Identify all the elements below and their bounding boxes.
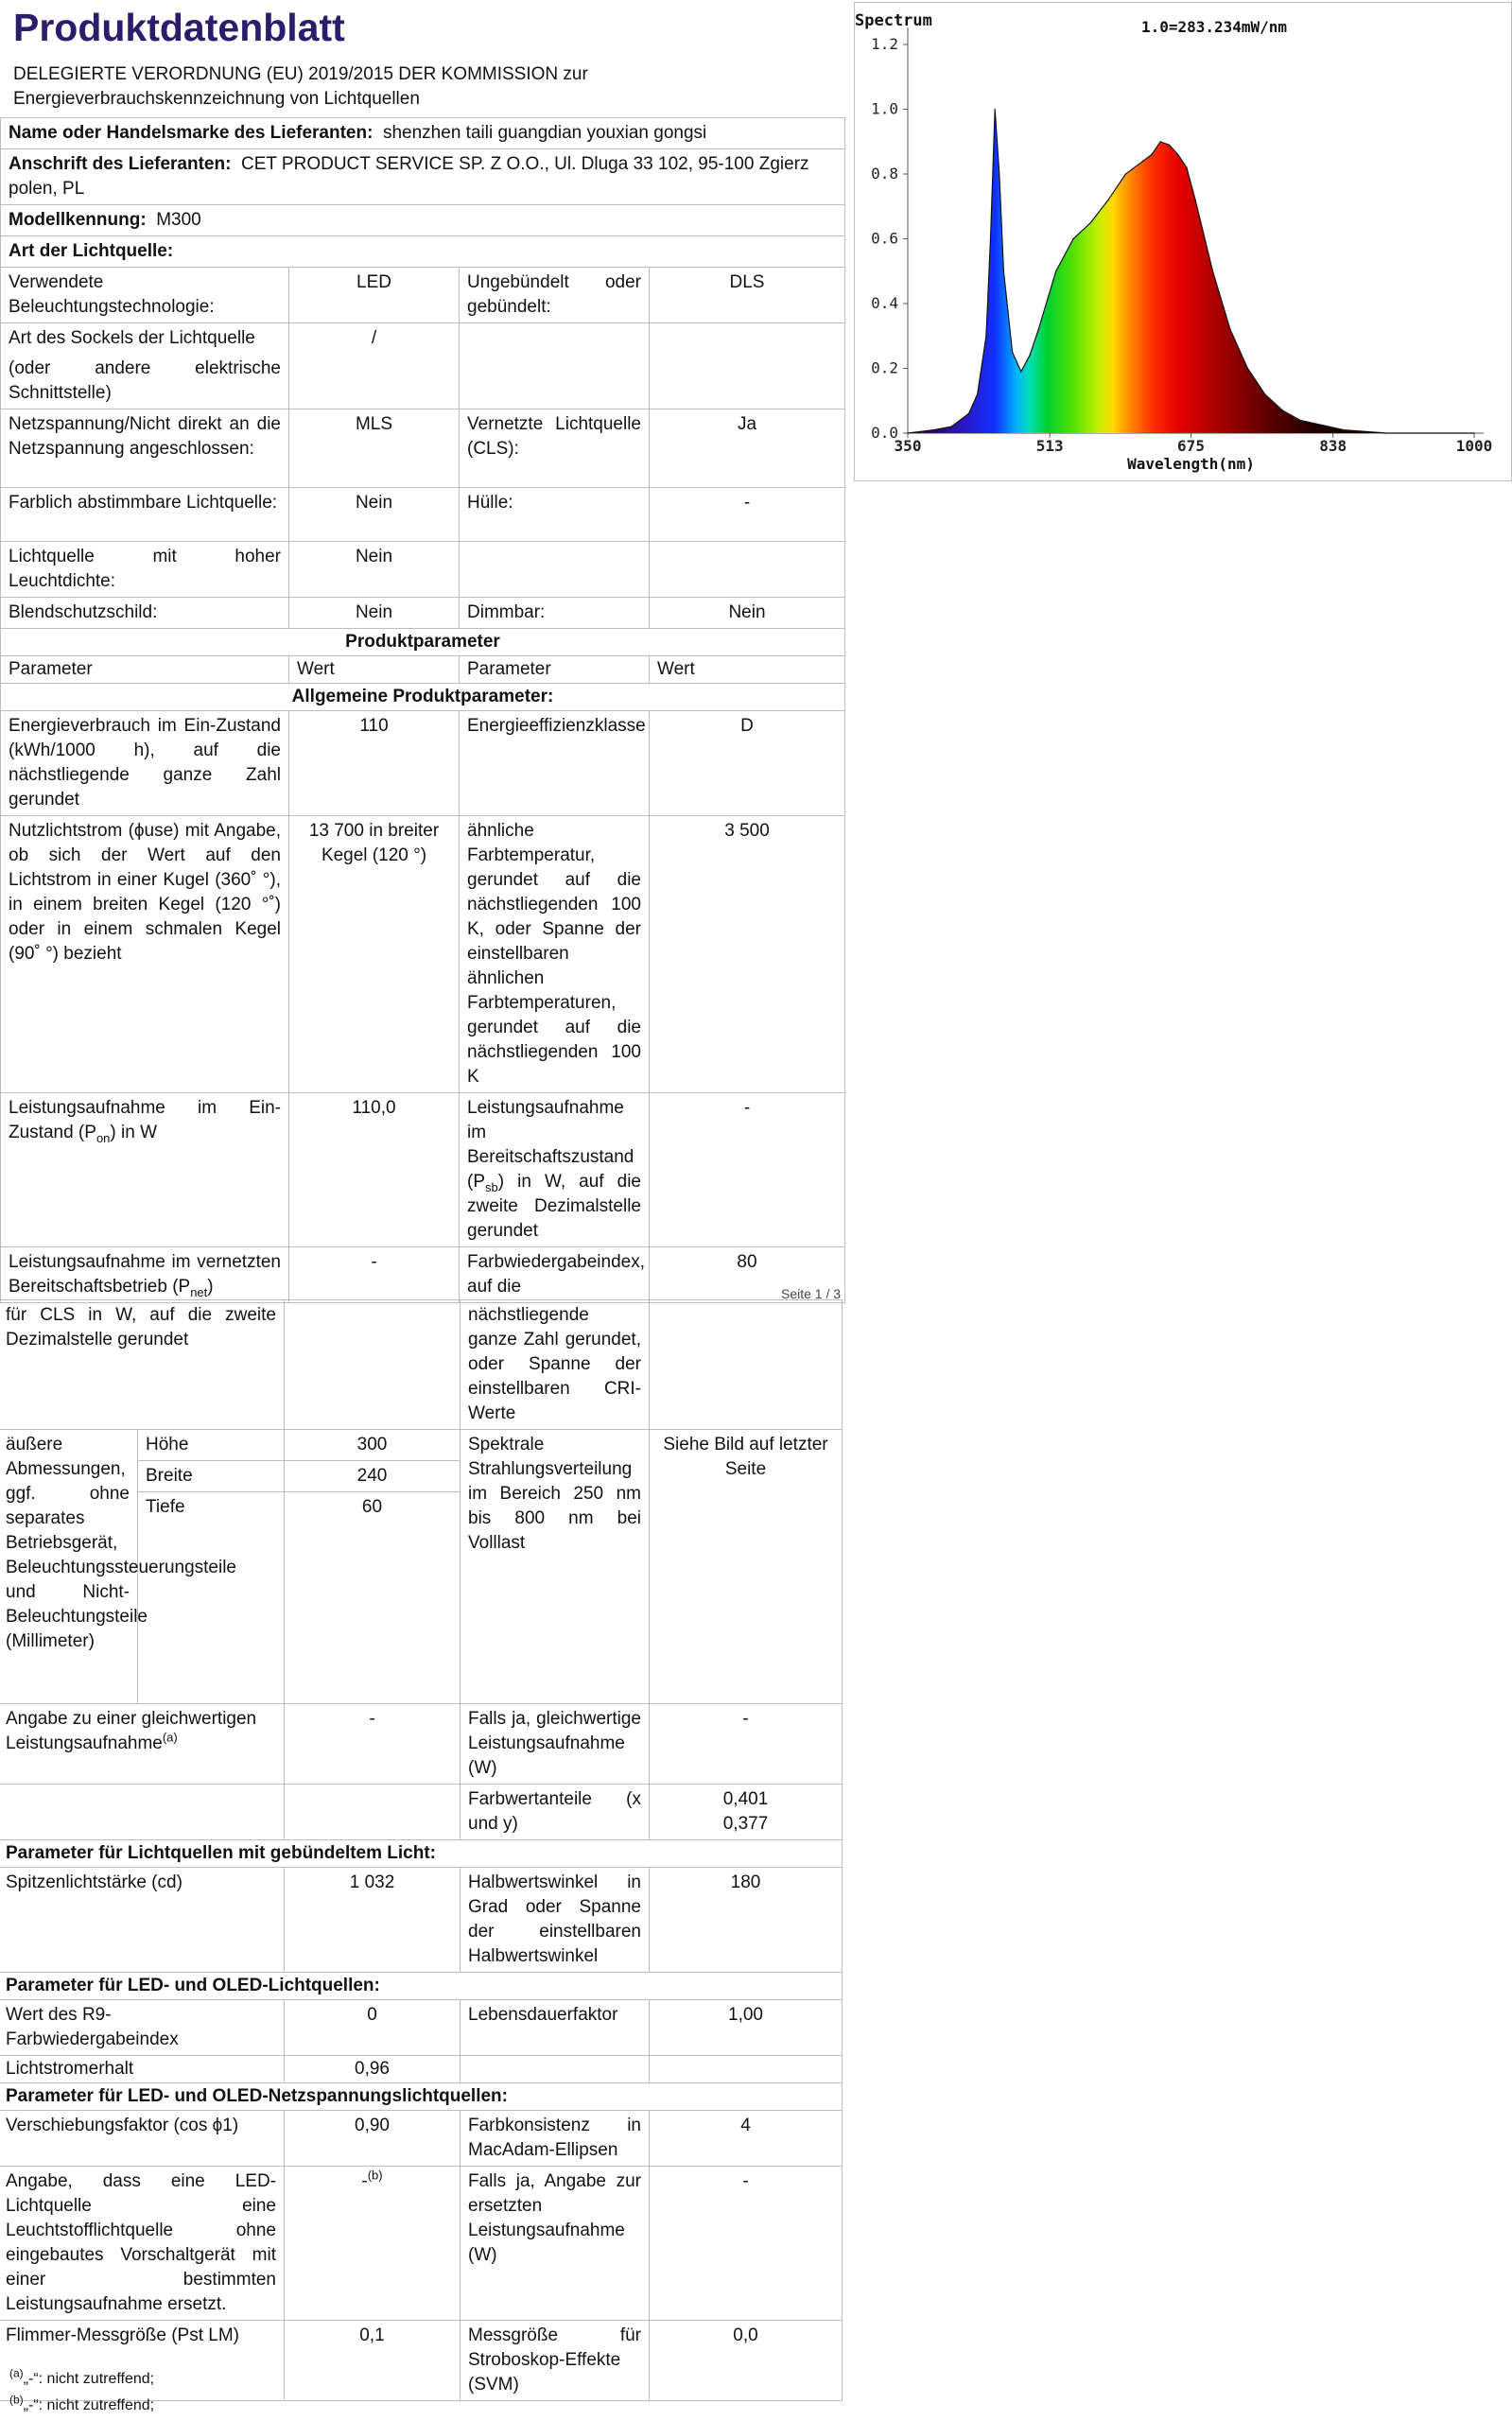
table-cell: - xyxy=(650,488,845,542)
table-cell xyxy=(650,542,845,598)
table-row xyxy=(0,1868,843,1973)
table-row xyxy=(1,149,845,205)
table-cell: Lebensdauerfaktor xyxy=(461,2000,650,2056)
table-cell: 1,00 xyxy=(650,2000,843,2056)
spectrum-point xyxy=(1055,270,1057,272)
table-cell: Falls ja, Angabe zur ersetzten Leistungsaufnahme (W) xyxy=(461,2167,650,2321)
table-cell: 300 xyxy=(285,1430,461,1461)
spectrum-point xyxy=(1107,200,1109,201)
spectrum-point xyxy=(1229,329,1231,331)
spectrum-point xyxy=(1343,429,1345,431)
spectrum-point xyxy=(1169,144,1171,146)
table-row xyxy=(1,816,845,1093)
table-cell: Farbwiedergabeindex, auf die xyxy=(460,1247,650,1303)
table-cell: Farblich abstimmbare Lichtquelle: xyxy=(1,488,289,542)
table-cell: Nein xyxy=(289,488,460,542)
table-row xyxy=(1,711,845,816)
table-cell xyxy=(285,1300,461,1430)
column-header: Parameter xyxy=(1,656,289,684)
table-cell: 180 xyxy=(650,1868,843,1973)
table-cell: Nein xyxy=(289,542,460,598)
section-heading: Parameter für LED- und OLED-Lichtquellen: xyxy=(0,1973,843,2000)
table-row xyxy=(1,409,845,488)
table-cell: / xyxy=(289,323,460,409)
section-heading: Produktparameter xyxy=(1,629,845,656)
spectrum-point xyxy=(950,426,952,427)
footnote-a: $^{(a)}$„-“: nicht zutreffend; xyxy=(9,2366,155,2387)
table-cell: Flimmer-Messgröße (Pst LM) xyxy=(0,2321,285,2401)
table-cell: 3 500 xyxy=(650,816,845,1093)
table-cell: Leistungsaufnahme im Ein-Zustand $(P_{on})$ in W xyxy=(1,1093,289,1247)
table-row xyxy=(1,684,845,711)
footnote-b: $^{(b)}$„-“: nicht zutreffend; xyxy=(9,2393,155,2413)
table-cell: nächstliegende ganze Zahl gerundet, oder Spanne der einstellbaren CRI-Werte xyxy=(461,1300,650,1430)
table-cell: - xyxy=(650,2167,843,2321)
table-cell: 110,0 xyxy=(289,1093,460,1247)
table-cell: Energieeffizienzklasse xyxy=(460,711,650,816)
table-cell: 0,0 xyxy=(650,2321,843,2401)
spectrum-point xyxy=(1264,393,1266,395)
spectrum-point xyxy=(1125,173,1127,175)
table-row xyxy=(0,2167,843,2321)
dimensions-label: äußere Abmessungen, ggf. ohne separates Betriebsgerät, Beleuchtungssteuerungsteile und Nicht-Beleuchtungsteile (Millimeter) xyxy=(0,1430,138,1704)
table-cell: Lichtquelle mit hoher Leuchtdichte: xyxy=(1,542,289,598)
table-row xyxy=(0,2083,843,2111)
table-cell: Siehe Bild auf letzter Seite xyxy=(650,1430,843,1704)
table-row xyxy=(0,2111,843,2167)
column-header: Wert xyxy=(289,656,460,684)
table-cell: Leistungsaufnahme im Bereitschaftszustand $(P_{sb})$ in W, auf die zweite Dezimalstelle gerundet xyxy=(460,1093,650,1247)
table-cell: 0 xyxy=(285,2000,461,2056)
spectrum-point xyxy=(1151,154,1153,156)
spectrum-point xyxy=(1177,154,1179,156)
table-cell: DLS xyxy=(650,268,845,323)
page-title: Produktdatenblatt xyxy=(13,6,345,49)
table-cell xyxy=(285,1785,461,1840)
table-cell: Energieverbrauch im Ein-Zustand (kWh/1000 h), auf die nächstliegende ganze Zahl gerundet xyxy=(1,711,289,816)
table-row xyxy=(0,2000,843,2056)
y-tick-label: 1.0 xyxy=(871,99,898,118)
table-cell: Hülle: xyxy=(460,488,650,542)
table-cell: Verschiebungsfaktor (cos ϕ1) xyxy=(0,2111,285,2167)
table-row xyxy=(1,323,845,409)
table-cell: Angabe, dass eine LED-Lichtquelle eine Leuchtstofflichtquelle ohne eingebautes Vorschaltgerät mit einer bestimmten Leistungsaufnahme ersetzt. xyxy=(0,2167,285,2321)
spectrum-point xyxy=(1159,141,1161,143)
table-row xyxy=(0,2056,843,2083)
model-id-cell: Modellkennung: M300 xyxy=(1,205,845,236)
table-cell: Spitzenlichtstärke (cd) xyxy=(0,1868,285,1973)
spectrum-point xyxy=(990,238,992,240)
spectrum-point xyxy=(977,393,979,395)
section-heading: Parameter für Lichtquellen mit gebündeltem Licht: xyxy=(0,1840,843,1868)
spectrum-point xyxy=(1003,270,1005,272)
spectrum-point xyxy=(985,336,987,338)
section-heading: Art der Lichtquelle: xyxy=(1,236,845,268)
table-cell: Halbwertswinkel in Grad oder Spanne der einstellbaren Halbwertswinkel xyxy=(461,1868,650,1973)
table-row xyxy=(1,629,845,656)
table-cell: 240 xyxy=(285,1461,461,1492)
datasheet-table-page2 xyxy=(0,1299,843,2401)
table-cell: 13 700 in breiter Kegel (120 °) xyxy=(289,816,460,1093)
table-cell: 80 xyxy=(650,1247,845,1303)
table-row xyxy=(0,1430,843,1461)
datasheet-table-page1 xyxy=(0,117,845,1303)
table-cell: ähnliche Farbtemperatur, gerundet auf die nächstliegenden 100 K, oder Spanne der einstellbaren ähnlichen Farbtemperaturen, gerundet auf die nächstliegenden 100 K xyxy=(460,816,650,1093)
chart-title: Spectrum xyxy=(855,11,932,30)
spectrum-point xyxy=(1142,161,1144,163)
table-cell: Wert des R9-Farbwiedergabeindex xyxy=(0,2000,285,2056)
y-tick-label: 0.6 xyxy=(871,229,898,248)
regulation-subtitle: DELEGIERTE VERORDNUNG (EU) 2019/2015 DER KOMMISSION zur Energieverbrauchskennzeichnung von Lichtquellen xyxy=(13,64,588,109)
table-row xyxy=(1,1247,845,1303)
table-cell: Breite xyxy=(138,1461,285,1492)
table-cell xyxy=(0,1785,285,1840)
table-cell: 0,96 xyxy=(285,2056,461,2083)
page-number: Seite 1 / 3 xyxy=(781,1286,842,1301)
spectrum-point xyxy=(1029,355,1031,357)
table-cell: Messgröße für Stroboskop-Effekte (SVM) xyxy=(461,2321,650,2401)
table-row xyxy=(0,1973,843,2000)
table-cell: 4 xyxy=(650,2111,843,2167)
supplier-name-cell: Name oder Handelsmarke des Lieferanten: shenzhen taili guangdian youxian gongsi xyxy=(1,118,845,149)
spectrum-point xyxy=(994,109,996,111)
spectrum-point xyxy=(933,429,935,431)
table-cell: D xyxy=(650,711,845,816)
table-cell: Spektrale Strahlungsverteilung im Bereich 250 nm bis 800 nm bei Volllast xyxy=(461,1430,650,1704)
table-cell: Farbwertanteile (x und y) xyxy=(461,1785,650,1840)
table-cell xyxy=(461,2056,650,2083)
table-cell xyxy=(460,323,650,409)
table-cell xyxy=(650,1300,843,1430)
spectrum-point xyxy=(1247,368,1249,370)
table-cell: Dimmbar: xyxy=(460,598,650,629)
table-cell: 60 xyxy=(285,1492,461,1704)
y-tick-label: 1.2 xyxy=(871,35,898,53)
column-header: Wert xyxy=(650,656,845,684)
table-cell: - xyxy=(650,1093,845,1247)
table-row xyxy=(0,1704,843,1785)
spectrum-point xyxy=(968,413,970,415)
table-cell: Netzspannung/Nicht direkt an die Netzspannung angeschlossen: xyxy=(1,409,289,488)
x-axis-label: Wavelength(nm) xyxy=(1127,455,1255,473)
table-row xyxy=(1,656,845,684)
table-cell: Ja xyxy=(650,409,845,488)
table-cell: 110 xyxy=(289,711,460,816)
spectrum-point xyxy=(1473,432,1475,434)
table-cell: Vernetzte Lichtquelle (CLS): xyxy=(460,409,650,488)
spectrum-point xyxy=(1090,222,1092,224)
table-cell: Lichtstromerhalt xyxy=(0,2056,285,2083)
supplier-address-cell: Anschrift des Lieferanten: CET PRODUCT SERVICE SP. Z O.O., Ul. Dluga 33 102, 95-100 Zgierz polen, PL xyxy=(1,149,845,205)
x-tick-label: 1000 xyxy=(1455,437,1493,455)
x-tick-label: 838 xyxy=(1319,437,1347,455)
table-row xyxy=(1,268,845,323)
spectrum-point xyxy=(1386,432,1388,434)
table-cell: Nutzlichtstrom (ϕuse) mit Angabe, ob sich der Wert auf den Lichtstrom in einer Kugel (360˚ °), in einem breiten Kegel (120 °˚) oder in einem schmalen Kegel (90˚ °) bezieht xyxy=(1,816,289,1093)
section-heading: Allgemeine Produktparameter: xyxy=(1,684,845,711)
table-cell: Höhe xyxy=(138,1430,285,1461)
table-cell: Leistungsaufnahme im vernetzten Bereitschaftsbetrieb $(P_{net})$ xyxy=(1,1247,289,1303)
table-cell: Falls ja, gleichwertige Leistungsaufnahme (W) xyxy=(461,1704,650,1785)
table-cell: 1 032 xyxy=(285,1868,461,1973)
table-cell: -$^{(b)}$ xyxy=(285,2167,461,2321)
spectrum-point xyxy=(999,173,1000,175)
spectrum-point xyxy=(1186,166,1188,168)
x-tick-label: 350 xyxy=(894,437,922,455)
table-cell: LED xyxy=(289,268,460,323)
table-cell: Ungebündelt oder gebündelt: xyxy=(460,268,650,323)
spectrum-point xyxy=(1012,352,1014,354)
x-tick-label: 675 xyxy=(1177,437,1205,455)
spectrum-svg xyxy=(855,3,1511,480)
table-cell: 0,90 xyxy=(285,2111,461,2167)
table-row xyxy=(0,1840,843,1868)
spectrum-point xyxy=(1299,420,1301,422)
table-cell xyxy=(460,542,650,598)
spectrum-point xyxy=(1212,270,1214,272)
table-cell: - xyxy=(289,1247,460,1303)
chart-annotation: 1.0=283.234mW/nm xyxy=(1140,18,1288,36)
spectrum-chart xyxy=(854,2,1512,481)
table-cell: Nein xyxy=(289,598,460,629)
table-cell: Nein xyxy=(650,598,845,629)
table-cell xyxy=(650,2056,843,2083)
table-row xyxy=(1,542,845,598)
y-tick-label: 0.4 xyxy=(871,294,898,312)
column-header: Parameter xyxy=(460,656,650,684)
spectrum-point xyxy=(1020,371,1022,373)
table-cell: Blendschutzschild: xyxy=(1,598,289,629)
table-row xyxy=(1,1093,845,1247)
table-cell: Farbkonsistenz in MacAdam-Ellipsen xyxy=(461,2111,650,2167)
table-row xyxy=(1,236,845,268)
table-row xyxy=(1,598,845,629)
table-cell: Art des Sockels der Lichtquelle (oder andere elektrische Schnittstelle) xyxy=(1,323,289,409)
table-row xyxy=(1,488,845,542)
y-tick-label: 0.2 xyxy=(871,358,898,377)
spectrum-point xyxy=(1282,409,1284,411)
table-row xyxy=(0,1785,843,1840)
table-cell: MLS xyxy=(289,409,460,488)
table-row xyxy=(1,205,845,236)
table-cell: - xyxy=(650,1704,843,1785)
table-cell: - xyxy=(285,1704,461,1785)
table-cell: 0,1 xyxy=(285,2321,461,2401)
spectrum-point xyxy=(1072,238,1074,240)
spectrum-point xyxy=(1037,329,1039,331)
table-row xyxy=(1,118,845,149)
x-tick-label: 513 xyxy=(1035,437,1064,455)
table-cell: Verwendete Beleuchtungstechnologie: xyxy=(1,268,289,323)
table-cell: Angabe zu einer gleichwertigen Leistungsaufnahme$^{(a)}$ xyxy=(0,1704,285,1785)
y-tick-label: 0.0 xyxy=(871,424,898,442)
spectrum-point xyxy=(1194,200,1196,201)
table-cell: Tiefe xyxy=(138,1492,285,1704)
section-heading: Parameter für LED- und OLED-Netzspannungslichtquellen: xyxy=(0,2083,843,2111)
table-cell: 0,401 0,377 xyxy=(650,1785,843,1840)
table-cell xyxy=(650,323,845,409)
spectrum-point xyxy=(907,432,909,434)
table-row xyxy=(0,1300,843,1430)
y-tick-label: 0.8 xyxy=(871,165,898,183)
table-cell: für CLS in W, auf die zweite Dezimalstelle gerundet xyxy=(0,1300,285,1430)
